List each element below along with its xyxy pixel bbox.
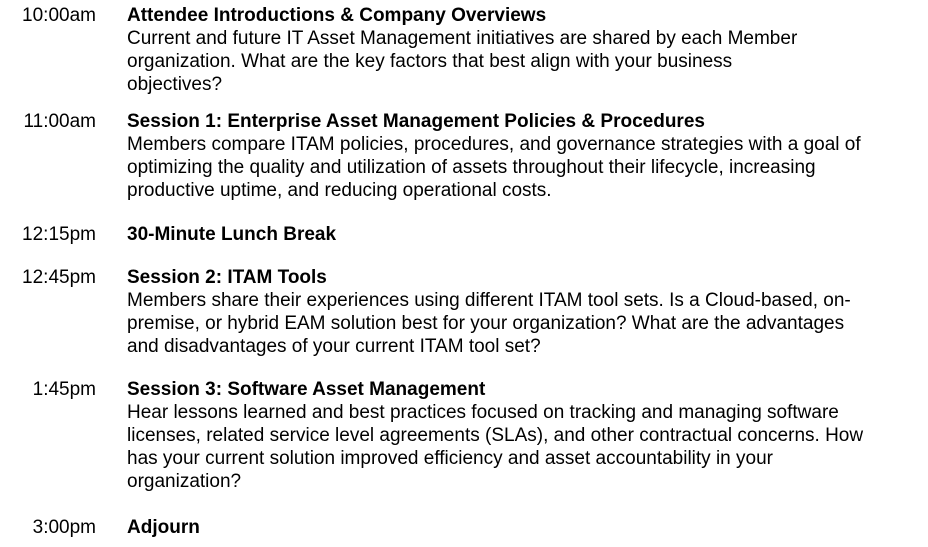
agenda-item-introductions bbox=[0, 4, 928, 110]
agenda-time: 3:00pm bbox=[32, 517, 96, 538]
agenda bbox=[0, 4, 928, 541]
agenda-title: Session 2: ITAM Tools bbox=[127, 267, 327, 288]
agenda-description: Members compare ITAM policies, procedures, and governance strategies with a goal of optimizing the quality and utilization of assets throughout their lifecycle, increasing productive uptime, and reducing operational costs. bbox=[127, 134, 861, 201]
agenda-body bbox=[127, 223, 919, 246]
agenda-title: 30-Minute Lunch Break bbox=[127, 224, 337, 245]
agenda-time: 12:45pm bbox=[22, 267, 96, 288]
agenda-title: Attendee Introductions & Company Overviews bbox=[127, 5, 547, 26]
agenda-time: 10:00am bbox=[22, 5, 96, 26]
agenda-item-session-2 bbox=[0, 266, 928, 378]
agenda-time: 12:15pm bbox=[22, 224, 96, 245]
agenda-item-adjourn bbox=[0, 516, 928, 541]
agenda-description: Members share their experiences using different ITAM tool sets. Is a Cloud-based, on- premise, or hybrid EAM solution best for your organization? What are the advantages and disadvantages of your current ITAM tool set? bbox=[127, 290, 851, 357]
agenda-title: Session 1: Enterprise Asset Management Policies & Procedures bbox=[127, 111, 705, 132]
agenda-item-session-3 bbox=[0, 378, 928, 516]
agenda-item-lunch-break bbox=[0, 223, 928, 266]
agenda-body bbox=[127, 516, 919, 539]
agenda-body bbox=[127, 110, 919, 202]
agenda-body bbox=[127, 266, 919, 358]
agenda-title: Adjourn bbox=[127, 517, 200, 538]
agenda-description: Current and future IT Asset Management initiatives are shared by each Member organization. What are the key factors that best align with your business objectives? bbox=[127, 28, 798, 95]
agenda-title: Session 3: Software Asset Management bbox=[127, 379, 486, 400]
agenda-description: Hear lessons learned and best practices focused on tracking and managing software licenses, related service level agreements (SLAs), and other contractual concerns. How has your current solution improved efficiency and asset accountability in your organization? bbox=[127, 402, 864, 492]
agenda-item-session-1 bbox=[0, 110, 928, 223]
agenda-time: 11:00am bbox=[23, 111, 96, 132]
agenda-time: 1:45pm bbox=[32, 379, 96, 400]
agenda-body bbox=[127, 378, 919, 493]
agenda-body bbox=[127, 4, 919, 96]
